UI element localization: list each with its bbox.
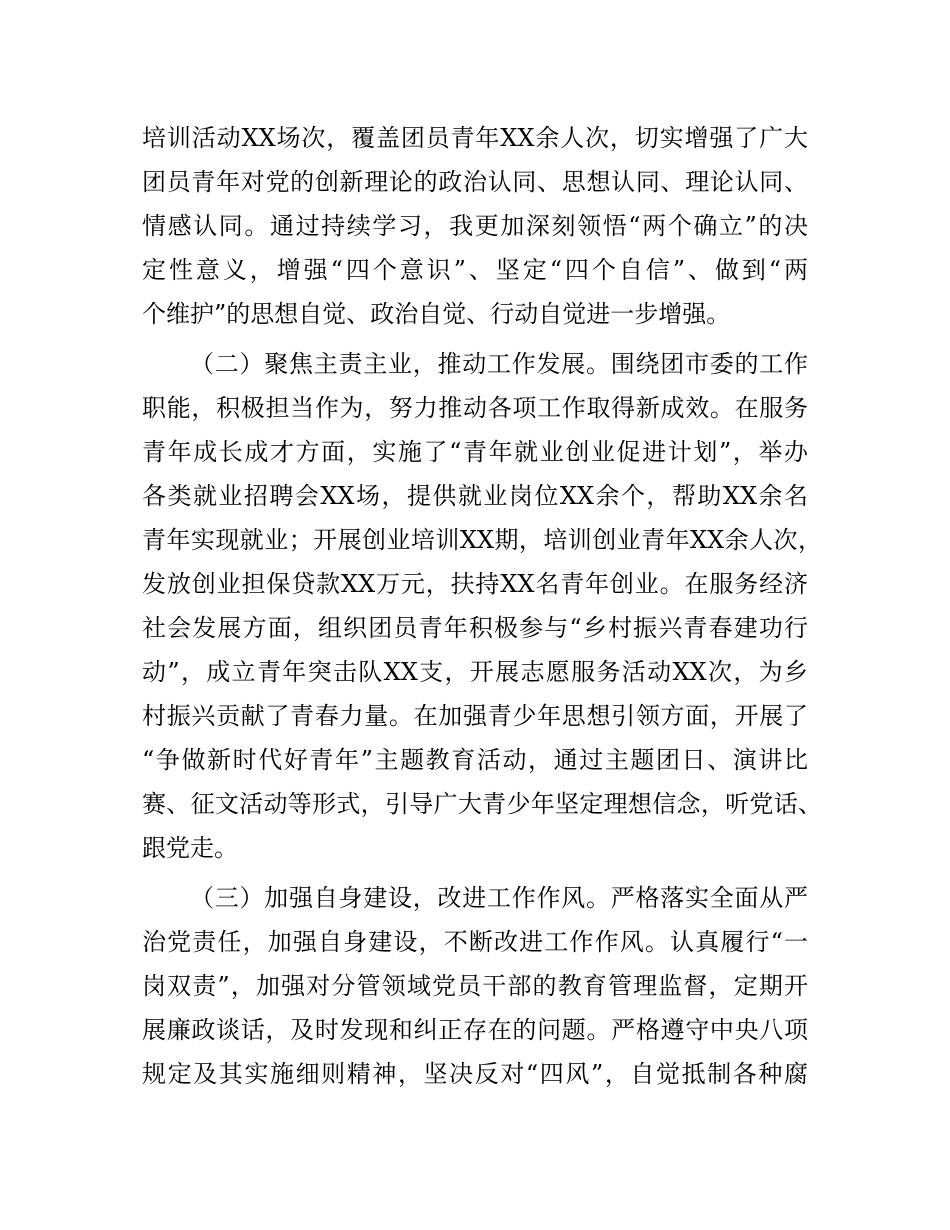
text-line: 规定及其实施细则精神，坚决反对“四风”，自觉抵制各种腐 (142, 1060, 808, 1088)
text-line: 跟党走。 (142, 834, 238, 862)
text-line: 岗双责”，加强对分管领域党员干部的教育管理监督，定期开 (142, 972, 808, 1000)
text-line: 培训活动XX场次，覆盖团员青年XX余人次，切实增强了广大 (142, 124, 808, 152)
text-line: 治党责任，加强自身建设，不断改进工作作风。认真履行“一 (142, 928, 808, 956)
text-line: 青年实现就业；开展创业培训XX期，培训创业青年XX余人次， (142, 526, 822, 554)
text-line: 个维护”的思想自觉、政治自觉、行动自觉进一步增强。 (142, 300, 731, 328)
text-line: 职能，积极担当作为，努力推动各项工作取得新成效。在服务 (142, 394, 808, 422)
section-heading-line: （二）聚焦主责主业，推动工作发展。围绕团市委的工作 (190, 350, 808, 378)
text-line: 各类就业招聘会XX场，提供就业岗位XX余个，帮助XX余名 (142, 482, 808, 510)
section-heading-line: （三）加强自身建设，改进工作作风。严格落实全面从严 (190, 884, 808, 912)
paragraph-2 (142, 342, 832, 870)
text-line: 发放创业担保贷款XX万元，扶持XX名青年创业。在服务经济 (142, 570, 808, 598)
paragraph-3 (142, 876, 832, 1096)
text-line: 情感认同。通过持续学习，我更加深刻领悟“两个确立”的决 (142, 212, 808, 240)
paragraph-1 (142, 116, 832, 336)
text-line: 定性意义，增强“四个意识”、坚定“四个自信”、做到“两 (142, 256, 808, 284)
text-line: 赛、征文活动等形式，引导广大青少年坚定理想信念，听党话、 (142, 790, 822, 818)
text-line: 团员青年对党的创新理论的政治认同、思想认同、理论认同、 (142, 168, 808, 196)
text-line: 村振兴贡献了青春力量。在加强青少年思想引领方面，开展了 (142, 702, 808, 730)
text-line: 社会发展方面，组织团员青年积极参与“乡村振兴青春建功行 (142, 614, 808, 642)
text-line: 动”，成立青年突击队XX支，开展志愿服务活动XX次，为乡 (142, 658, 808, 686)
text-line: 展廉政谈话，及时发现和纠正存在的问题。严格遵守中央八项 (142, 1016, 808, 1044)
text-line: 青年成长成才方面，实施了“青年就业创业促进计划”，举办 (142, 438, 808, 466)
text-line: “争做新时代好青年”主题教育活动，通过主题团日、演讲比 (142, 746, 808, 774)
